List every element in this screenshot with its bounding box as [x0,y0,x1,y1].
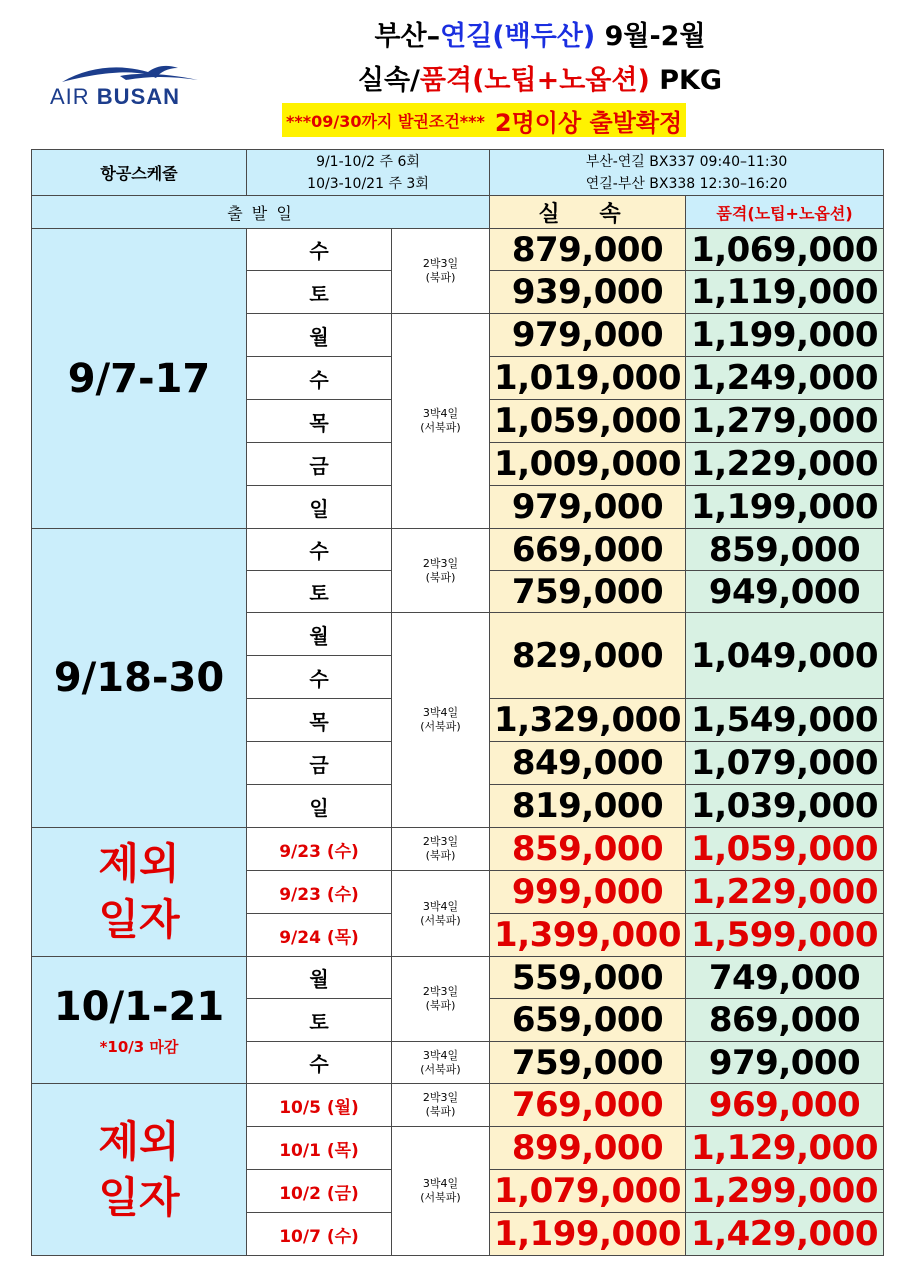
excluded-dates-label: 제외 일자 [32,828,247,957]
departure-day: 토 [247,571,392,613]
silsok-price: 899,000 [490,1127,686,1170]
departure-day: 목 [247,400,392,443]
silsok-price: 769,000 [490,1084,686,1127]
silsok-price: 1,019,000 [490,357,686,400]
page-title: 부산–연길(백두산) 9월-2월 [374,21,706,52]
silsok-price: 1,009,000 [490,443,686,486]
silsok-price: 1,329,000 [490,699,686,742]
departure-day: 수 [247,229,392,271]
departure-label: 출 발 일 [32,196,490,229]
pumgyeok-price: 869,000 [686,999,884,1042]
silsok-price: 819,000 [490,785,686,828]
silsok-price: 1,059,000 [490,400,686,443]
departure-day: 일 [247,785,392,828]
silsok-price: 1,079,000 [490,1170,686,1213]
pumgyeok-price: 1,229,000 [686,871,884,914]
page-subtitle: 실속/품격(노팁+노옵션) PKG [357,65,723,96]
excluded-date: 9/24 (목) [247,914,392,957]
air-busan-logo [50,62,200,112]
pumgyeok-price: 749,000 [686,957,884,999]
price-table [31,149,884,1256]
departure-day: 금 [247,443,392,486]
booking-condition-text: ***09/30까지 발권조건*** [286,111,485,131]
silsok-price: 559,000 [490,957,686,999]
trip-duration: 2박3일 (북파) [392,828,490,871]
silsok-price: 999,000 [490,871,686,914]
pumgyeok-price: 1,079,000 [686,742,884,785]
departure-day: 월 [247,314,392,357]
table-row [32,1084,884,1127]
pumgyeok-header: 품격(노팁+노옵션) [686,196,884,229]
table-row [32,828,884,871]
silsok-header: 실 속 [490,196,686,229]
excluded-date: 9/23 (수) [247,828,392,871]
pumgyeok-price: 1,119,000 [686,271,884,314]
silsok-price: 659,000 [490,999,686,1042]
pumgyeok-price: 1,549,000 [686,699,884,742]
schedule-label: 항공스케줄 [32,150,247,196]
departure-day: 토 [247,271,392,314]
excluded-date: 10/5 (월) [247,1084,392,1127]
trip-duration: 3박4일 (서북파) [392,1127,490,1256]
silsok-price: 669,000 [490,529,686,571]
pumgyeok-price: 969,000 [686,1084,884,1127]
departure-day: 수 [247,529,392,571]
trip-duration: 3박4일 (서북파) [392,314,490,529]
silsok-price: 829,000 [490,613,686,699]
pumgyeok-price: 1,299,000 [686,1170,884,1213]
departure-day: 토 [247,999,392,1042]
pumgyeok-price: 1,249,000 [686,357,884,400]
silsok-price: 759,000 [490,571,686,613]
departure-day: 수 [247,357,392,400]
pumgyeok-price: 1,059,000 [686,828,884,871]
pumgyeok-price: 1,229,000 [686,443,884,486]
pumgyeok-price: 859,000 [686,529,884,571]
departure-day: 월 [247,957,392,999]
booking-condition-banner [282,103,686,137]
silsok-price: 979,000 [490,314,686,357]
pumgyeok-price: 1,199,000 [686,314,884,357]
silsok-price: 759,000 [490,1042,686,1084]
trip-duration: 2박3일 (북파) [392,529,490,613]
pumgyeok-price: 1,129,000 [686,1127,884,1170]
pumgyeok-price: 1,039,000 [686,785,884,828]
departure-day: 월 [247,613,392,656]
silsok-price: 939,000 [490,271,686,314]
departure-day: 일 [247,486,392,529]
pumgyeok-price: 1,429,000 [686,1213,884,1256]
schedule-frequency: 9/1-10/2 주 6회 10/3-10/21 주 3회 [247,150,490,196]
departure-day: 목 [247,699,392,742]
excluded-date: 10/2 (금) [247,1170,392,1213]
trip-duration: 2박3일 (북파) [392,229,490,314]
trip-duration: 2박3일 (북파) [392,957,490,1042]
period-label: 9/7-17 [32,229,247,529]
closing-note: *10/3 마감 [99,1037,179,1056]
silsok-price: 1,399,000 [490,914,686,957]
departure-day: 금 [247,742,392,785]
period-label: 10/1-21 *10/3 마감 [32,957,247,1084]
silsok-price: 979,000 [490,486,686,529]
excluded-date: 10/7 (수) [247,1213,392,1256]
flight-info: 부산-연길 BX337 09:40–11:30 연길-부산 BX338 12:30–16:20 [490,150,884,196]
pumgyeok-price: 1,069,000 [686,229,884,271]
silsok-price: 859,000 [490,828,686,871]
excluded-dates-label: 제외 일자 [32,1084,247,1256]
trip-duration: 3박4일 (서북파) [392,871,490,957]
period-label: 9/18-30 [32,529,247,828]
silsok-price: 879,000 [490,229,686,271]
pumgyeok-price: 1,199,000 [686,486,884,529]
pumgyeok-price: 1,279,000 [686,400,884,443]
logo-wordmark: AIR BUSAN [50,84,181,109]
departure-day: 수 [247,1042,392,1084]
confirmed-departure-text: 2명이상 출발확정 [494,108,683,137]
trip-duration: 3박4일 (서북파) [392,1042,490,1084]
excluded-date: 10/1 (목) [247,1127,392,1170]
pumgyeok-price: 979,000 [686,1042,884,1084]
excluded-date: 9/23 (수) [247,871,392,914]
table-row [32,229,884,271]
pumgyeok-price: 949,000 [686,571,884,613]
table-row [32,529,884,571]
table-header-row [32,150,884,196]
pumgyeok-price: 1,599,000 [686,914,884,957]
trip-duration: 2박3일 (북파) [392,1084,490,1127]
trip-duration: 3박4일 (서북파) [392,613,490,828]
silsok-price: 1,199,000 [490,1213,686,1256]
table-row [32,957,884,999]
table-header-row [32,196,884,229]
departure-day: 수 [247,656,392,699]
pumgyeok-price: 1,049,000 [686,613,884,699]
bird-wing-icon [60,62,200,84]
silsok-price: 849,000 [490,742,686,785]
